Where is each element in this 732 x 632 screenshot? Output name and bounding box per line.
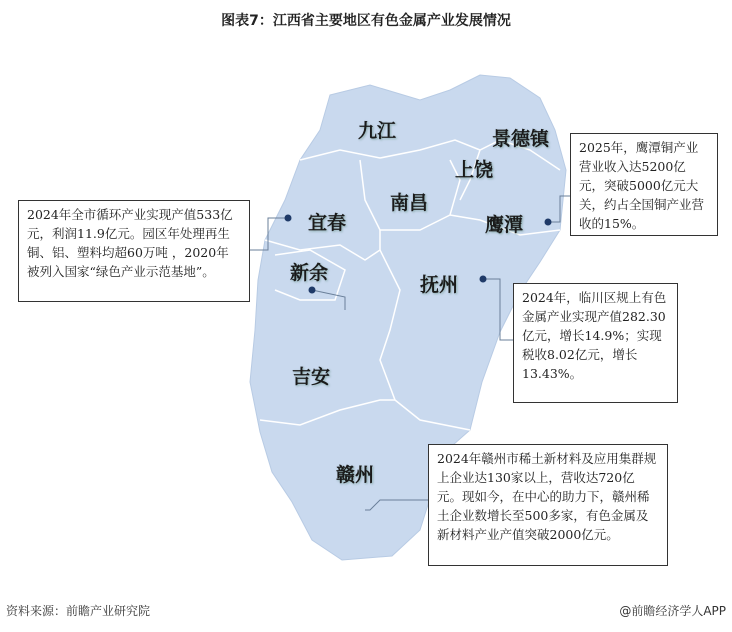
- page-title: 图表7：江西省主要地区有色金属产业发展情况: [221, 13, 511, 29]
- city-jingdezhen: 景德镇: [492, 128, 550, 150]
- city-jiujiang: 九江: [358, 120, 397, 142]
- city-shangrao: 上饶: [455, 159, 494, 181]
- note-yingtan: 2025年，鹰潭铜产业营业收入达5200亿元，突破5000亿元大关，约占全国铜产业营收的15%。: [570, 133, 718, 236]
- note-fuzhou: 2024年，临川区规上有色金属产业实现产值282.30亿元，增长14.9%；实现税收8.02亿元，增长13.43%。: [513, 283, 678, 403]
- city-nanchang: 南昌: [390, 192, 429, 214]
- city-xinyu: 新余: [290, 262, 329, 284]
- city-yingtan: 鹰潭: [485, 214, 524, 236]
- city-jian: 吉安: [292, 366, 331, 388]
- note-yichun: 2024年全市循环产业实现产值533亿元，利润11.9亿元。园区年处理再生铜、铝、塑料均超60万吨 ，2020年被列入国家“绿色产业示范基地”。: [18, 200, 250, 302]
- city-yichun: 宜春: [308, 212, 347, 234]
- brand-credit: @前瞻经济学人APP: [619, 604, 726, 618]
- note-ganzhou: 2024年赣州市稀土新材料及应用集群规上企业达130家以上，营收达720亿元。现如今，在中心的助力下，赣州稀土企业数增长至500多家，有色金属及新材料产业产值突破2000亿元。: [428, 444, 668, 566]
- source-note: 资料来源：前瞻产业研究院: [6, 604, 151, 618]
- city-ganzhou: 赣州: [336, 464, 375, 486]
- city-fuzhou: 抚州: [420, 274, 459, 296]
